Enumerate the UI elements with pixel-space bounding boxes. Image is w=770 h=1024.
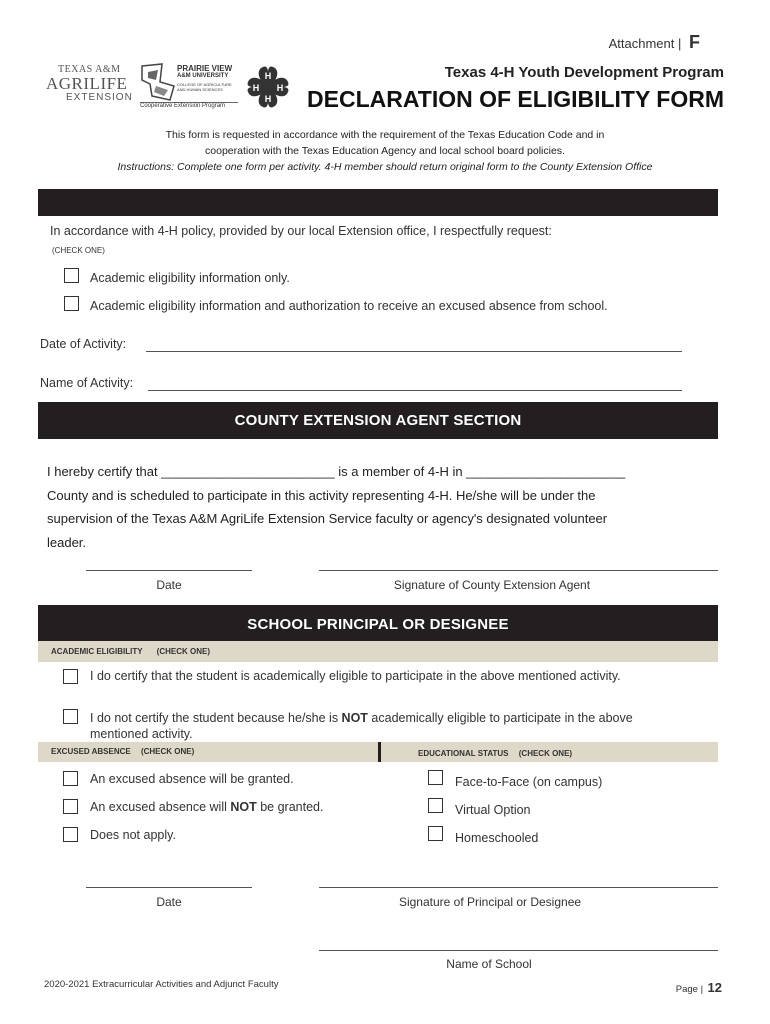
attachment-letter: F <box>689 32 700 52</box>
academic-eligibility-bar <box>38 641 718 662</box>
excused-granted-checkbox[interactable] <box>63 771 78 786</box>
face-to-face-checkbox[interactable] <box>428 770 443 785</box>
name-of-activity-field[interactable] <box>148 390 682 391</box>
academic-only-checkbox[interactable] <box>64 268 79 283</box>
request-intro: In accordance with 4-H policy, provided by our local Extension office, I respectfully request: <box>50 224 552 238</box>
date-of-activity-label: Date of Activity: <box>40 337 127 351</box>
academic-absence-label: Academic eligibility information and authorization to receive an excused absence from school. <box>90 299 608 313</box>
agent-certification-text <box>47 460 625 554</box>
page-label: Page | <box>675 984 704 995</box>
educational-status-bar <box>381 742 718 762</box>
footer-text: 2020-2021 Extracurricular Activities and Adjunct Faculty <box>44 979 279 990</box>
agent-section-header <box>38 402 718 439</box>
svg-text:H: H <box>252 83 260 93</box>
pv-line1: PRAIRIE VIEW <box>177 64 233 73</box>
principal-section-title: SCHOOL PRINCIPAL OR DESIGNEE <box>247 616 509 633</box>
name-of-activity-label: Name of Activity: <box>40 376 134 390</box>
educational-status-check: (CHECK ONE) <box>518 749 573 758</box>
agent-line4: leader. <box>47 534 87 550</box>
date-of-activity-field[interactable] <box>146 351 682 352</box>
prairie-view-logo <box>140 62 240 110</box>
agrilife-line2: AGRILIFE <box>46 74 128 93</box>
agrilife-line3: EXTENSION <box>66 92 133 103</box>
virtual-option-label: Virtual Option <box>455 803 531 817</box>
agent-line1: I hereby certify that ________________________ is a member of 4-H in ______________________ <box>47 464 626 479</box>
excused-absence-label: EXCUSED ABSENCE <box>51 747 131 756</box>
agent-date-label: Date <box>156 578 182 592</box>
agrilife-line1: TEXAS A&M <box>58 64 121 75</box>
excused-absence-check: (CHECK ONE) <box>140 747 195 756</box>
academic-absence-checkbox[interactable] <box>64 296 79 311</box>
intro-line1: This form is requested in accordance with the requirement of the Texas Education Code and in <box>165 129 605 141</box>
certify-not-eligible-checkbox[interactable] <box>63 709 78 724</box>
excused-not-granted-label <box>90 800 323 814</box>
principal-date-label: Date <box>156 895 182 909</box>
principal-date-field[interactable] <box>86 887 252 888</box>
principal-signature-field[interactable] <box>319 887 718 888</box>
excused2-part-c: be granted. <box>256 800 324 814</box>
educational-status-label: EDUCATIONAL STATUS <box>418 749 509 758</box>
principal-signature-label: Signature of Principal or Designee <box>398 895 582 909</box>
not-certify-emphasis: NOT <box>341 711 368 725</box>
certify-not-eligible-label <box>90 710 690 742</box>
school-name-label: Name of School <box>446 957 532 971</box>
svg-text:H: H <box>276 83 284 93</box>
pv-line4: AND HUMAN SCIENCES <box>177 87 223 92</box>
excused-not-apply-label: Does not apply. <box>90 828 176 842</box>
prairie-view-emblem-icon <box>140 62 176 102</box>
page-number-value: 12 <box>707 980 722 995</box>
intro-text <box>0 127 770 175</box>
academic-eligibility-check: (CHECK ONE) <box>156 647 210 656</box>
agent-section-title: COUNTY EXTENSION AGENT SECTION <box>234 412 522 429</box>
agrilife-logo <box>46 64 138 104</box>
agent-line3: supervision of the Texas A&M AgriLife Extension Service faculty or agency's designated volunteer <box>47 511 608 526</box>
form-title: DECLARATION OF ELIGIBILITY FORM <box>307 86 724 112</box>
agent-line2: County and is scheduled to participate in this activity representing 4-H. He/she will be under the <box>47 487 596 503</box>
instructions: Instructions: Complete one form per activity. 4-H member should return original form to the County Extension Office <box>117 161 653 173</box>
excused-granted-label: An excused absence will be granted. <box>90 772 294 786</box>
face-to-face-label: Face-to-Face (on campus) <box>455 775 603 789</box>
attachment-label <box>609 32 700 53</box>
academic-only-label: Academic eligibility information only. <box>90 271 290 285</box>
agent-signature-label: Signature of County Extension Agent <box>393 578 591 592</box>
homeschooled-label: Homeschooled <box>455 831 539 845</box>
academic-eligibility-label: ACADEMIC ELIGIBILITY <box>51 647 143 656</box>
not-certify-part-a: I do not certify the student because he/she is <box>90 711 342 725</box>
certify-eligible-checkbox[interactable] <box>63 669 78 684</box>
excused-not-apply-checkbox[interactable] <box>63 827 78 842</box>
agent-date-field[interactable] <box>86 570 252 571</box>
four-h-clover-icon <box>245 64 291 110</box>
pv-line5: Cooperative Extension Program <box>140 103 226 109</box>
page-number <box>676 979 722 997</box>
principal-section-header <box>38 605 718 641</box>
attachment-text: Attachment | <box>608 36 682 51</box>
excused-not-granted-checkbox[interactable] <box>63 799 78 814</box>
not-certify-part-d: mentioned activity. <box>90 727 193 741</box>
program-name: Texas 4-H Youth Development Program <box>444 64 724 81</box>
pv-line3: COLLEGE OF AGRICULTURE <box>177 82 232 87</box>
excused2-part-a: An excused absence will <box>90 800 231 814</box>
virtual-option-checkbox[interactable] <box>428 798 443 813</box>
pv-line2: A&M UNIVERSITY <box>177 73 229 79</box>
svg-text:H: H <box>264 94 272 104</box>
school-name-field[interactable] <box>319 950 718 951</box>
excused-absence-bar <box>38 742 378 762</box>
certify-eligible-label: I do certify that the student is academically eligible to participate in the above mentioned activity. <box>90 669 621 683</box>
not-certify-part-c: academically eligible to participate in the above <box>367 711 633 725</box>
excused2-emphasis: NOT <box>230 800 257 814</box>
agent-signature-field[interactable] <box>319 570 718 571</box>
top-black-bar <box>38 189 718 216</box>
homeschooled-checkbox[interactable] <box>428 826 443 841</box>
intro-line2: cooperation with the Texas Education Agency and local school board policies. <box>205 145 565 157</box>
request-check-one: (CHECK ONE) <box>52 246 105 255</box>
svg-text:H: H <box>264 71 272 81</box>
